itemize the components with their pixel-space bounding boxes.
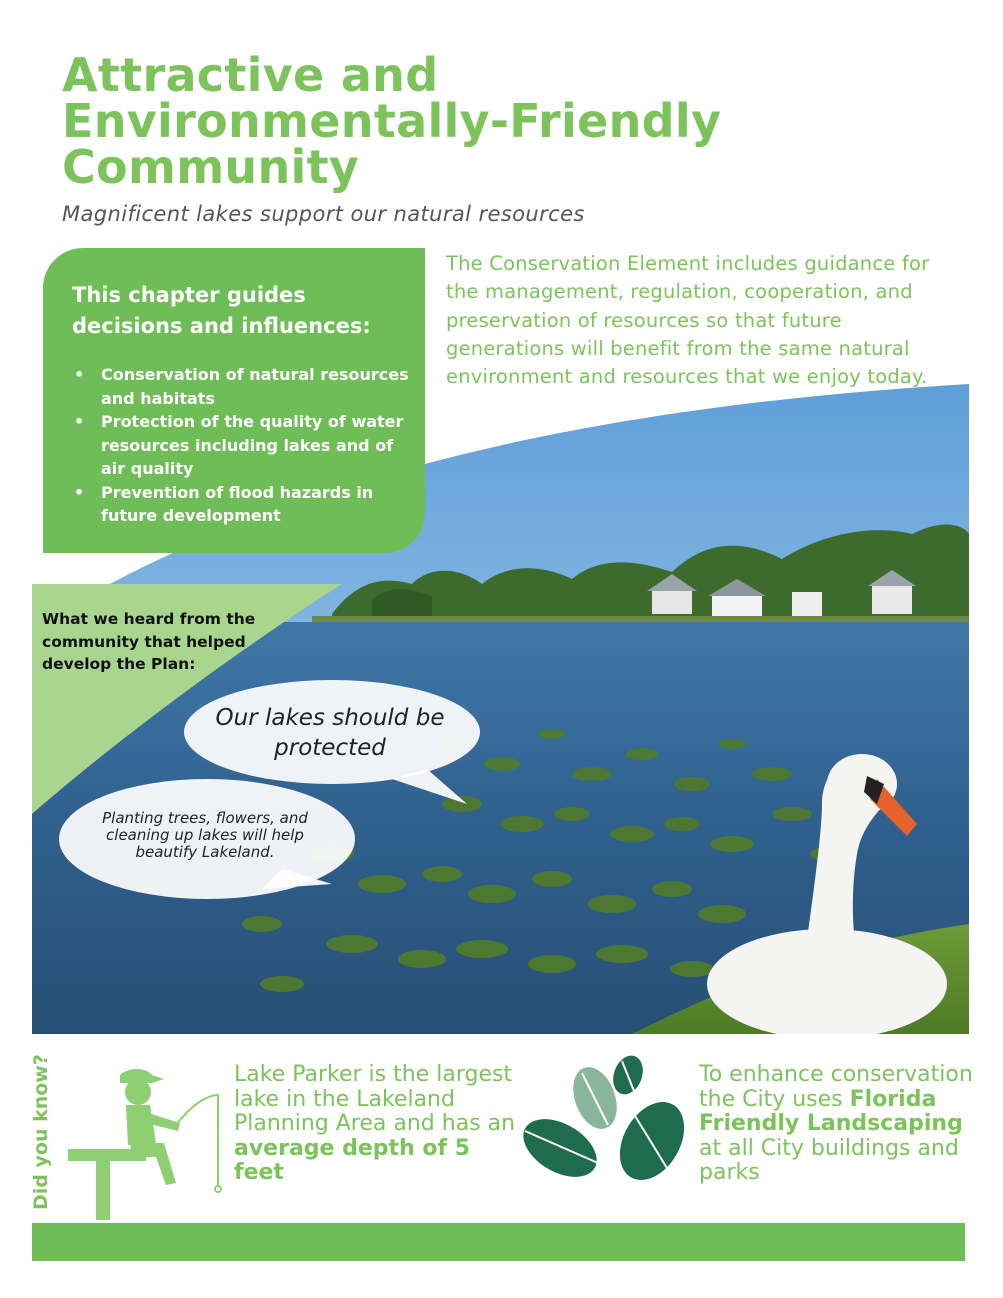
intro-paragraph: The Conservation Element includes guidance for the management, regulation, cooperation, and preservation of resources so that future generations will benefit from the same natural environment and resources that we enjoy today. bbox=[446, 252, 930, 389]
community-label: What we heard from the community that helped develop the Plan: bbox=[42, 610, 256, 673]
guide-item-water-quality: • Protection of the quality of water resources including lakes and of air quality bbox=[72, 410, 417, 481]
fact-2-text-a: To enhance conservation the City uses bbox=[699, 1062, 973, 1112]
fact-2-text-b: at all City buildings and parks bbox=[699, 1135, 959, 1185]
title-line-2: Environmentally-Friendly bbox=[62, 94, 722, 148]
leaves-icon bbox=[520, 1053, 695, 1183]
did-you-know-label: Did you know? bbox=[30, 1054, 52, 1210]
quote-beautify: Planting trees, flowers, and cleaning up lakes will help beautify Lakeland. bbox=[102, 809, 308, 861]
page-title bbox=[62, 48, 962, 194]
house bbox=[652, 589, 692, 614]
fact-2-bold: Florida Friendly Landscaping bbox=[699, 1086, 963, 1136]
guide-item-conservation: • Conservation of natural resources and habitats bbox=[72, 363, 417, 410]
fact-florida-friendly bbox=[699, 1063, 989, 1186]
fact-1-bold: average depth of 5 feet bbox=[234, 1135, 471, 1185]
guide-heading: This chapter guides decisions and influences: bbox=[72, 283, 371, 338]
guide-list bbox=[72, 363, 417, 528]
bottom-bar bbox=[32, 1223, 965, 1261]
fact-lake-parker bbox=[234, 1063, 524, 1186]
house bbox=[872, 584, 912, 614]
title-line-3: Community bbox=[62, 140, 360, 194]
house bbox=[792, 592, 822, 616]
title-line-1: Attractive and bbox=[62, 48, 439, 102]
quote-lakes: Our lakes should be protected bbox=[215, 705, 445, 761]
page-subtitle: Magnificent lakes support our natural resources bbox=[62, 202, 585, 226]
house bbox=[712, 594, 762, 616]
guide-item-flood: • Prevention of flood hazards in future development bbox=[72, 481, 417, 528]
fact-1-text: Lake Parker is the largest lake in the Lakeland Planning Area and has an bbox=[234, 1062, 516, 1136]
child-fishing-icon bbox=[68, 1065, 228, 1220]
